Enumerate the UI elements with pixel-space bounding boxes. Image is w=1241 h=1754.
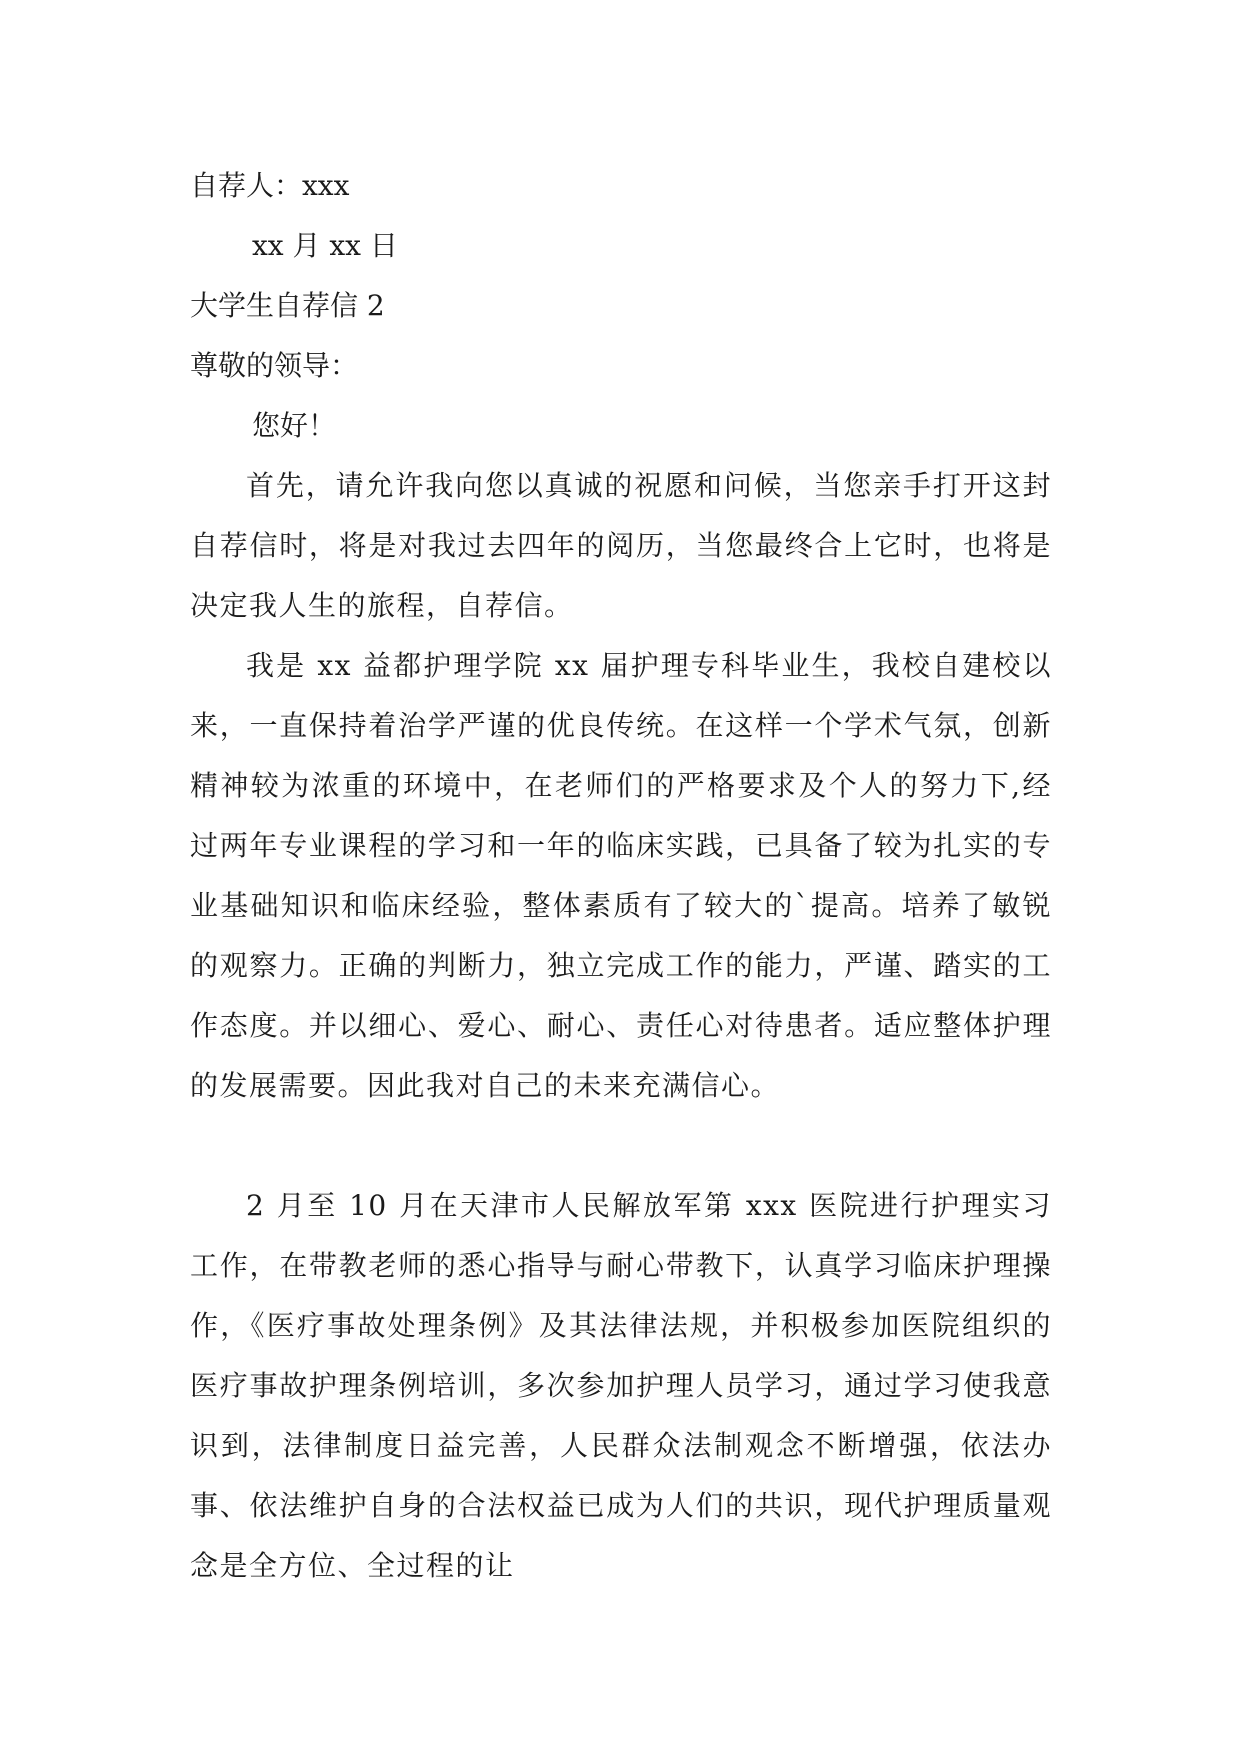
date-line: xx 月 xx 日 <box>252 229 398 262</box>
paragraph-1: 首先，请允许我向您以真诚的祝愿和问候，当您亲手打开这封自荐信时，将是对我过去四年的阅历，当您最终合上它时，也将是决定我人生的旅程，自荐信。 <box>190 469 1052 622</box>
salutation: 尊敬的领导： <box>190 349 359 382</box>
paragraph-2: 我是 xx 益都护理学院 xx 届护理专科毕业生，我校自建校以来，一直保持着治学严谨的优良传统。在这样一个学术气氛，创新精神较为浓重的环境中，在老师们的严格要求及个人的努力下,经过两年专业课程的学习和一年的临床实践，已具备了较为扎实的专业基础知识和临床经验，整体素质有了较大的`提高。培养了敏锐的观察力。正确的判断力，独立完成工作的能力，严谨、踏实的工作态度。并以细心、爱心、耐心、责任心对待患者。适应整体护理的发展需要。因此我对自己的未来充满信心。 <box>190 649 1052 1102</box>
letter-title: 大学生自荐信 2 <box>190 289 385 322</box>
signature-line: 自荐人：xxx <box>190 169 350 202</box>
paragraph-3: 2 月至 10 月在天津市人民解放军第 xxx 医院进行护理实习工作，在带教老师的悉心指导与耐心带教下，认真学习临床护理操作，《医疗事故处理条例》及其法律法规，并积极参加医院组织的医疗事故护理条例培训，多次参加护理人员学习，通过学习使我意识到，法律制度日益完善，人民群众法制观念不断增强，依法办事、依法维护自身的合法权益已成为人们的共识，现代护理质量观念是全方位、全过程的让 <box>190 1189 1052 1582</box>
greeting: 您好！ <box>252 409 337 442</box>
